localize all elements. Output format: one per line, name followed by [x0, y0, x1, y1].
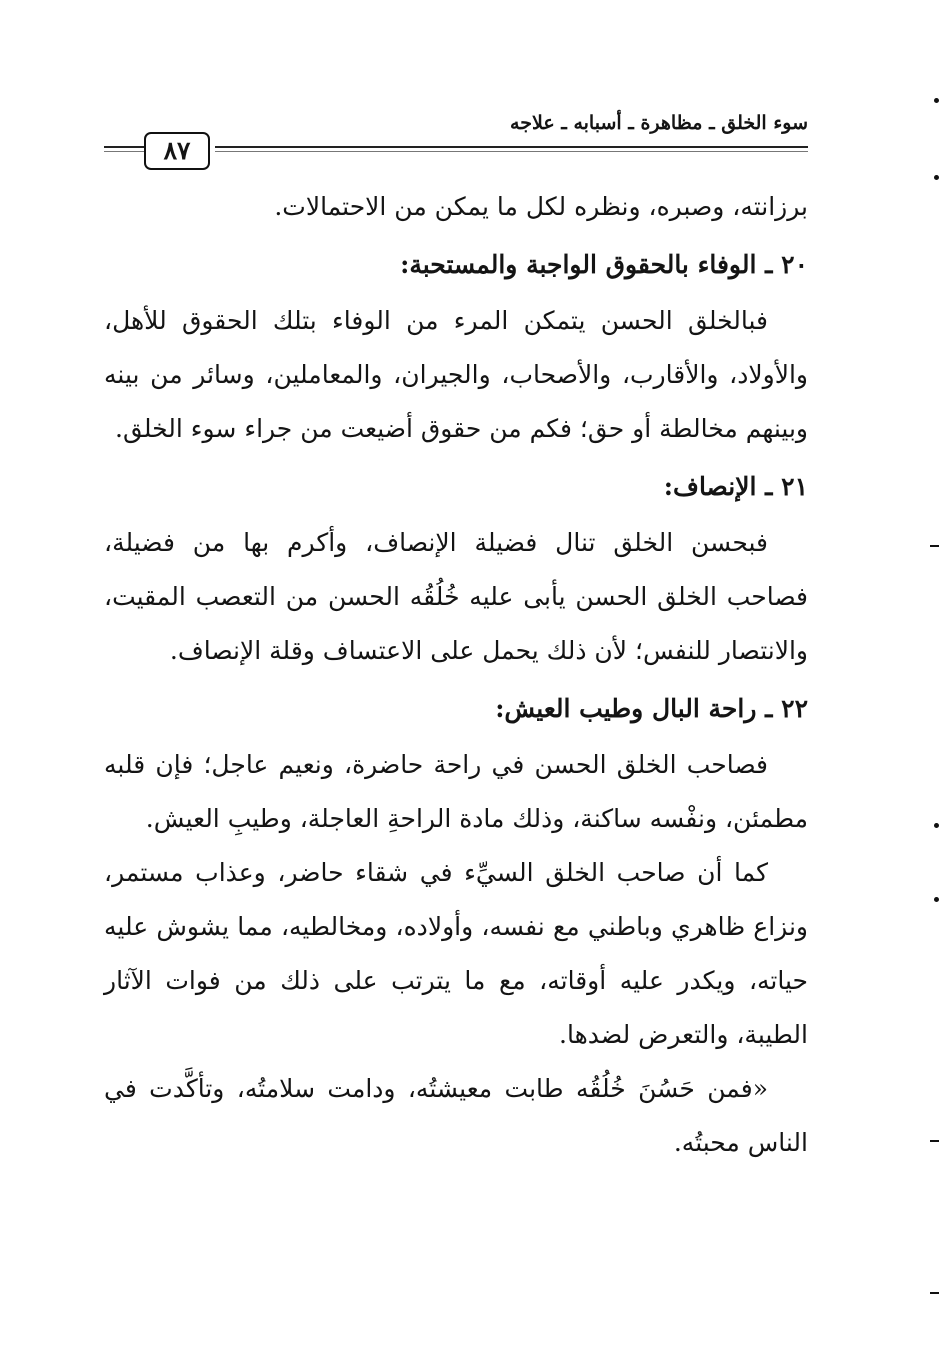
section-heading-21: ٢١ ـ الإنصاف:	[663, 472, 808, 501]
header-rule-left	[104, 146, 144, 152]
paragraph-22a: فصاحب الخلق الحسن في راحة حاضرة، ونعيم عاجل؛ فإن قلبه مطمئن، ونفْسه ساكنة، وذلك مادة الراحةِ العاجلة، وطيبِ العيش.	[104, 750, 808, 833]
margin-mark	[930, 545, 939, 547]
paragraph-22c: «فمن حَسُنَ خُلُقُه طابت معيشتُه، ودامت سلامتُه، وتأكَّدت في الناس محبتُه.	[104, 1074, 808, 1157]
paragraph-22b: كما أن صاحب الخلق السيِّء في شقاء حاضر، وعذاب مستمر، ونزاع ظاهري وباطني مع نفسه، وأولاده، ومخالطيه، مما يشوش عليه حياته، ويكدر عليه أوقاته، مع ما يترتب على ذلك من فوات الآثار الطيبة، والتعرض لضدها.	[104, 858, 808, 1049]
header-rule	[215, 146, 808, 152]
page-number: ٨٧	[144, 132, 210, 170]
paragraph-21: فبحسن الخلق تنال فضيلة الإنصاف، وأكرم بها من فضيلة، فصاحب الخلق الحسن يأبى عليه خُلُقُه الحسن من التعصب المقيت، والانتصار للنفس؛ لأن ذلك يحمل على الاعتساف وقلة الإنصاف.	[104, 528, 808, 665]
margin-mark	[934, 175, 939, 180]
margin-mark	[934, 98, 939, 103]
running-header: سوء الخلق ـ مظاهرة ـ أسبابه ـ علاجه	[510, 112, 808, 134]
section-heading-20: ٢٠ ـ الوفاء بالحقوق الواجبة والمستحبة:	[400, 250, 808, 279]
margin-mark	[930, 1292, 939, 1294]
page-body	[104, 180, 808, 1170]
margin-mark	[934, 823, 939, 828]
section-heading-22: ٢٢ ـ راحة البال وطيب العيش:	[495, 694, 808, 723]
paragraph-20: فبالخلق الحسن يتمكن المرء من الوفاء بتلك الحقوق للأهل، والأولاد، والأقارب، والأصحاب، والجيران، والمعاملين، وسائر من بينه وبينهم مخالطة أو حق؛ فكم من حقوق أضيعت من جراء سوء الخلق.	[104, 306, 808, 443]
paragraph-continuation: برزانته، وصبره، ونظره لكل ما يمكن من الاحتمالات.	[274, 192, 808, 221]
margin-mark	[930, 1140, 939, 1142]
margin-mark	[934, 897, 939, 902]
